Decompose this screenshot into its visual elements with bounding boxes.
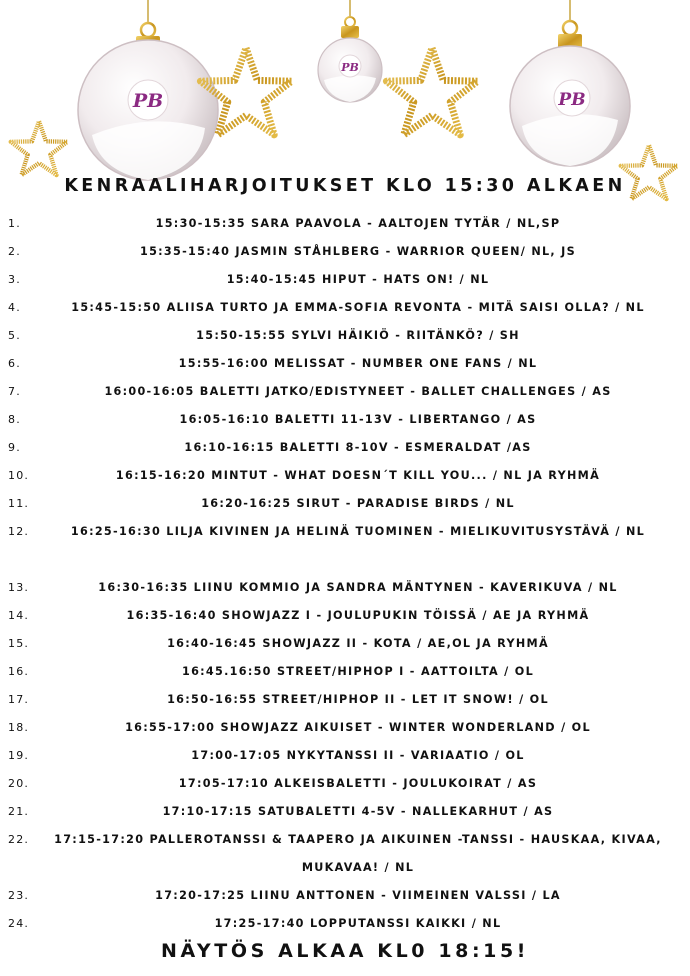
item-text: 16:55-17:00 SHOWJAZZ AIKUISET - WINTER WONDERLAND / OL <box>125 721 591 734</box>
item-number: 18. <box>8 721 30 734</box>
ornament-left <box>78 0 218 180</box>
item-text: 15:50-15:55 SYLVI HÄIKIÖ - RIITÄNKÖ? / SH <box>196 329 520 342</box>
schedule-item <box>0 434 690 462</box>
item-text: 16:45.16:50 STREET/HIPHOP I - AATTOILTA / OL <box>181 665 534 678</box>
schedule-item <box>0 910 690 938</box>
item-text: 16:30-16:35 LIINU KOMMIO JA SANDRA MÄNTYNEN - KAVERIKUVA / NL <box>98 581 618 594</box>
schedule-item <box>0 658 690 686</box>
ornament-logo: PB <box>132 90 164 112</box>
schedule-item <box>0 770 690 798</box>
item-number: 13. <box>8 581 30 594</box>
item-text: 16:40-16:45 SHOWJAZZ II - KOTA / AE,OL JA RYHMÄ <box>167 637 549 650</box>
schedule-item <box>0 294 690 322</box>
schedule-item <box>0 742 690 770</box>
gold-star-icon <box>386 48 477 135</box>
schedule-item <box>0 882 690 910</box>
schedule-item <box>0 798 690 826</box>
schedule-item <box>0 462 690 490</box>
item-number: 20. <box>8 777 30 790</box>
item-number: 6. <box>8 357 21 370</box>
item-number: 24. <box>8 917 30 930</box>
item-text: 16:25-16:30 LILJA KIVINEN JA HELINÄ TUOMINEN - MIELIKUVITUSYSTÄVÄ / NL <box>70 525 646 538</box>
item-number: 21. <box>8 805 30 818</box>
schedule-item <box>0 826 690 882</box>
schedule-item <box>0 574 690 602</box>
item-text: 16:50-16:55 STREET/HIPHOP II - LET IT SNOW! / OL <box>167 693 549 706</box>
item-text: 17:20-17:25 LIINU ANTTONEN - VIIMEINEN VALSSI / LA <box>155 889 561 902</box>
schedule-item <box>0 602 690 630</box>
schedule-item <box>0 518 690 574</box>
schedule-item <box>0 322 690 350</box>
item-text: 15:30-15:35 SARA PAAVOLA - AALTOJEN TYTÄR / NL,SP <box>155 217 561 230</box>
item-text: 15:40-15:45 HIPUT - HATS ON! / NL <box>226 273 490 286</box>
item-number: 22. <box>8 833 30 846</box>
item-number: 8. <box>8 413 21 426</box>
item-number: 3. <box>8 273 21 286</box>
item-number: 17. <box>8 693 30 706</box>
ornament-logo: PB <box>341 61 359 74</box>
gold-star-icon <box>11 121 68 175</box>
schedule-item <box>0 378 690 406</box>
item-number: 19. <box>8 749 30 762</box>
item-number: 15. <box>8 637 30 650</box>
schedule-item <box>0 350 690 378</box>
item-number: 5. <box>8 329 21 342</box>
item-number: 7. <box>8 385 21 398</box>
item-text: 16:15-16:20 MINTUT - WHAT DOESN´T KILL YOU... / NL JA RYHMÄ <box>115 469 601 482</box>
item-text: 17:25-17:40 LOPPUTANSSI KAIKKI / NL <box>214 917 502 930</box>
item-number: 10. <box>8 469 30 482</box>
schedule-item <box>0 714 690 742</box>
item-text: 16:20-16:25 SIRUT - PARADISE BIRDS / NL <box>201 497 515 510</box>
item-number: 1. <box>8 217 21 230</box>
item-text: 16:35-16:40 SHOWJAZZ I - JOULUPUKIN TÖISSÄ / AE JA RYHMÄ <box>126 609 590 622</box>
item-text: 17:05-17:10 ALKEISBALETTI - JOULUKOIRAT / AS <box>178 777 538 790</box>
ornament-right <box>510 0 630 166</box>
item-number: 14. <box>8 609 30 622</box>
ornament-middle <box>318 0 382 102</box>
item-number: 12. <box>8 525 30 538</box>
show-start-notice: NÄYTÖS ALKAA KL0 18:15! <box>160 940 530 962</box>
item-number: 11. <box>8 497 30 510</box>
schedule-list <box>0 210 690 938</box>
item-text: 16:10-16:15 BALETTI 8-10V - ESMERALDAT /AS <box>184 441 532 454</box>
item-number: 9. <box>8 441 21 454</box>
ornament-logo: PB <box>558 90 586 110</box>
schedule-item <box>0 630 690 658</box>
schedule-item <box>0 406 690 434</box>
item-text: 17:15-17:20 PALLEROTANSSI & TAAPERO JA AIKUINEN -TANSSI - HAUSKAA, KIVAA, MUKAVAA! / NL <box>54 833 662 874</box>
item-text: 16:05-16:10 BALETTI 11-13V - LIBERTANGO / AS <box>179 413 537 426</box>
item-text: 15:35-15:40 JASMIN STÅHLBERG - WARRIOR QUEEN/ NL, JS <box>139 245 577 258</box>
item-text: 16:00-16:05 BALETTI JATKO/EDISTYNEET - BALLET CHALLENGES / AS <box>104 385 612 398</box>
item-number: 16. <box>8 665 30 678</box>
item-text: 15:55-16:00 MELISSAT - NUMBER ONE FANS / NL <box>178 357 538 370</box>
schedule-item <box>0 266 690 294</box>
item-number: 2. <box>8 245 21 258</box>
schedule-item <box>0 238 690 266</box>
item-number: 4. <box>8 301 21 314</box>
item-number: 23. <box>8 889 30 902</box>
item-text: 15:45-15:50 ALIISA TURTO JA EMMA-SOFIA REVONTA - MITÄ SAISI OLLA? / NL <box>71 301 645 314</box>
schedule-item <box>0 210 690 238</box>
item-text: 17:00-17:05 NYKYTANSSI II - VARIAATIO / OL <box>191 749 525 762</box>
item-text: 17:10-17:15 SATUBALETTI 4-5V - NALLEKARHUT / AS <box>162 805 554 818</box>
schedule-item <box>0 686 690 714</box>
page-title: KENRAALIHARJOITUKSET KLO 15:30 ALKAEN <box>64 176 626 196</box>
schedule-item <box>0 490 690 518</box>
